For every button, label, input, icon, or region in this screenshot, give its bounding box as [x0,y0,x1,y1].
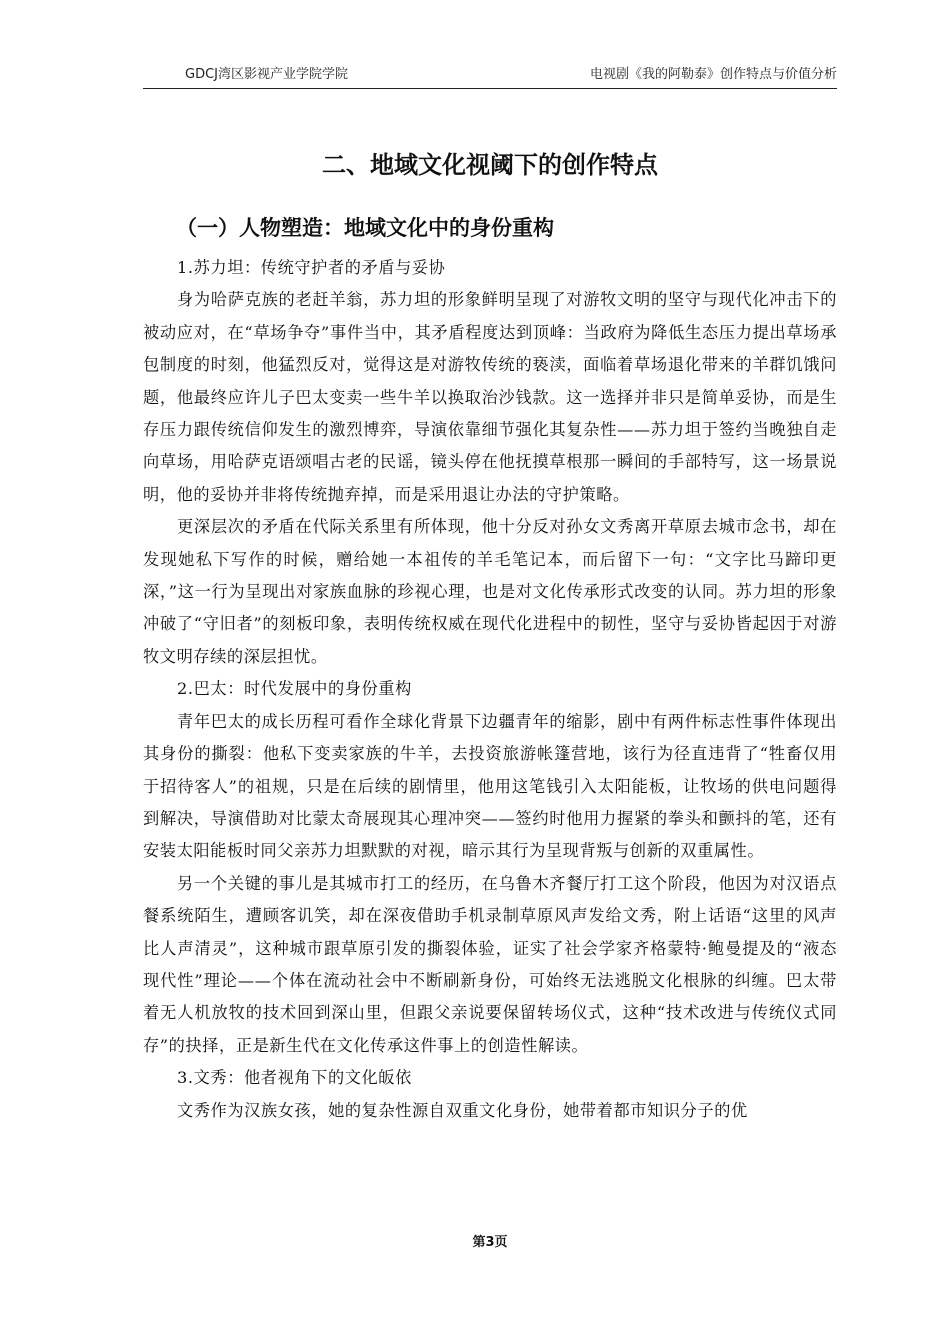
paragraph: 青年巴太的成长历程可看作全球化背景下边疆青年的缩影，剧中有两件标志性事件体现出其身份的撕裂：他私下变卖家族的牛羊，去投资旅游帐篷营地，该行为径直违背了“牲畜仅用于招待客人”的祖规，只是在后续的剧情里，他用这笔钱引入太阳能板，让牧场的供电问题得到解决，导演借助对比蒙太奇展现其心理冲突——签约时他用力握紧的拳头和颤抖的笔，还有安装太阳能板时同父亲苏力坦默默的对视，暗示其行为呈现背叛与创新的双重属性。 [143,711,837,861]
body-content [143,252,837,1127]
header-thesis-title: 电视剧《我的阿勒泰》创作特点与价值分析 [589,67,837,82]
section-title: （一）人物塑造：地域文化中的身份重构 [176,216,554,240]
page-number: 第3页 [472,1235,508,1250]
paragraph: 更深层次的矛盾在代际关系里有所体现，他十分反对孙女文秀离开草原去城市念书，却在发现她私下写作的时候，赠给她一本祖传的羊毛笔记本，而后留下一句：“文字比马蹄印更深，”这一行为呈现出对家族血脉的珍视心理，也是对文化传承形式改变的认同。苏力坦的形象冲破了“守旧者”的刻板印象，表明传统权威在现代化进程中的韧性，坚守与妥协皆起因于对游牧文明存续的深层担忧。 [143,517,837,666]
paragraph: 另一个关键的事儿是其城市打工的经历，在乌鲁木齐餐厅打工这个阶段，他因为对汉语点餐系统陌生，遭顾客讥笑，却在深夜借助手机录制草原风声发给文秀，附上话语“这里的风声比人声清灵”，这种城市跟草原引发的撕裂体验，证实了社会学家齐格蒙特·鲍曼提及的“液态现代性”理论——个体在流动社会中不断刷新身份，可始终无法逃脱文化根脉的纠缠。巴太带着无人机放牧的技术回到深山里，但跟父亲说要保留转场仪式，这种“技术改进与传统仪式同存”的抉择，正是新生代在文化传承这件事上的创造性解读。 [143,873,837,1055]
subhead-wenxiu: 3.文秀：他者视角下的文化皈依 [177,1068,412,1088]
subhead-sulitan: 1.苏力坦：传统守护者的矛盾与妥协 [177,258,446,277]
paragraph: 身为哈萨克族的老赶羊翁，苏力坦的形象鲜明呈现了对游牧文明的坚守与现代化冲击下的被动应对，在“草场争夺”事件当中，其矛盾程度达到顶峰：当政府为降低生态压力提出草场承包制度的时刻，他猛烈反对，觉得这是对游牧传统的亵渎，面临着草场退化带来的羊群饥饿问题，他最终应许儿子巴太变卖一些牛羊以换取治沙钱款。这一选择并非只是简单妥协，而是生存压力跟传统信仰发生的激烈博弈，导演依靠细节强化其复杂性——苏力坦于签约当晚独自走向草场，用哈萨克语颂唱古老的民谣，镜头停在他抚摸草根那一瞬间的手部特写，这一场景说明，他的妥协并非将传统抛弃掉，而是采用退让办法的守护策略。 [143,290,837,504]
page-header [143,66,837,89]
paragraph: 文秀作为汉族女孩，她的复杂性源自双重文化身份，她带着都市知识分子的优 [177,1100,748,1120]
chapter-title: 二、地域文化视阈下的创作特点 [322,151,658,179]
subhead-batai: 2.巴太：时代发展中的身份重构 [177,679,412,699]
header-institution: GDCJ湾区影视产业学院学院 [185,67,348,82]
